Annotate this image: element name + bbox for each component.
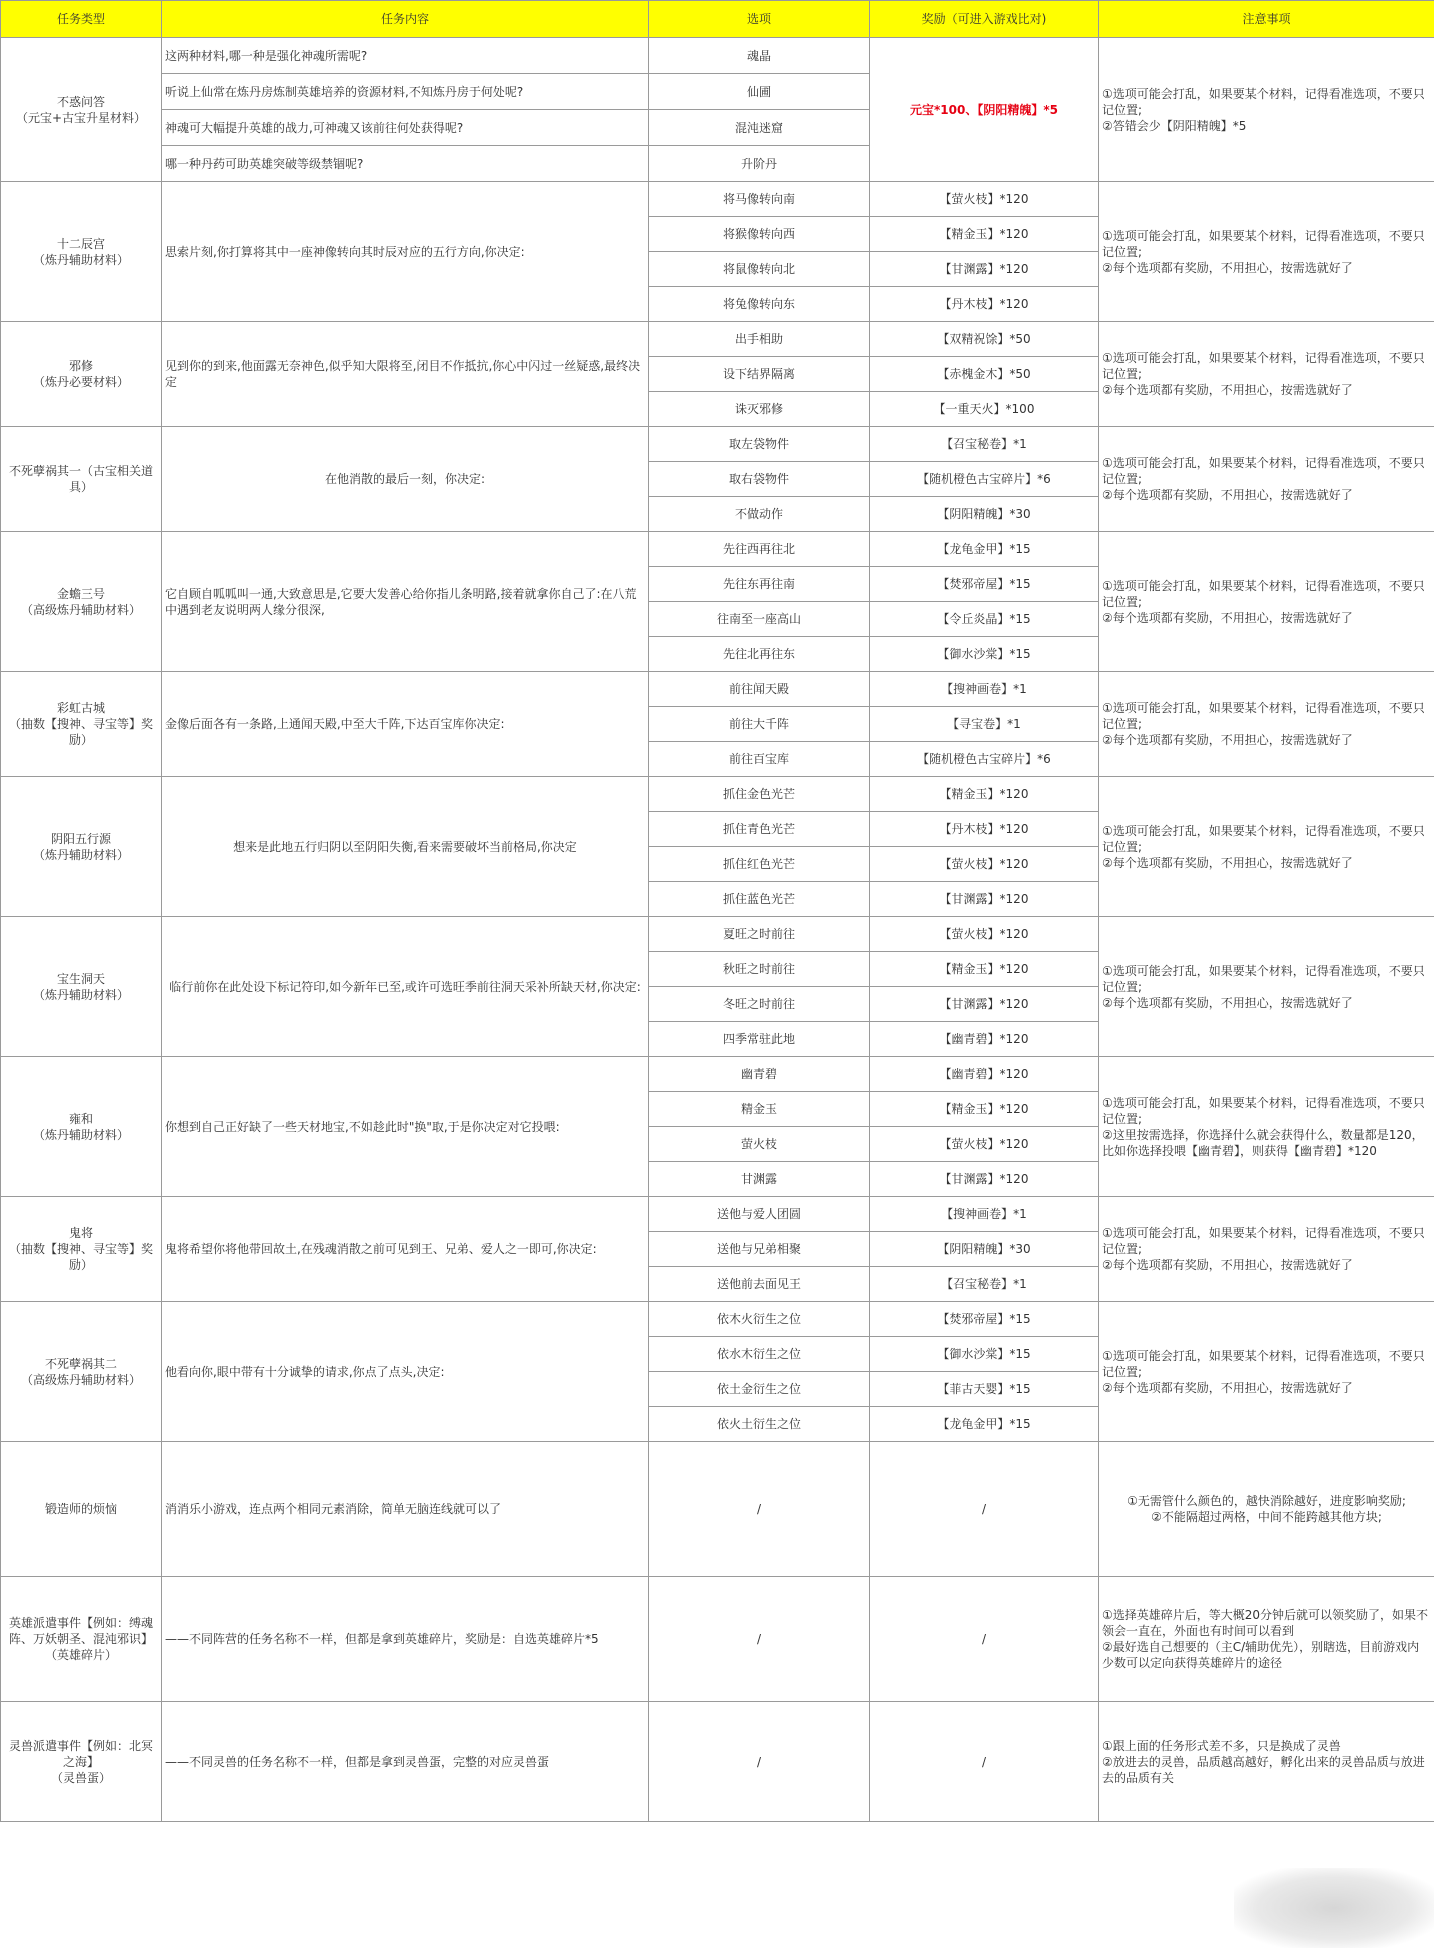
task-content-cell: 鬼将希望你将他带回故土,在残魂消散之前可见到王、兄弟、爱人之一即可,你决定:: [162, 1197, 649, 1302]
text-line: （高级炼丹辅助材料）: [20, 602, 141, 617]
text-line: 阴阳五行源: [50, 831, 111, 846]
option-cell: 抓住青色光芒: [649, 812, 870, 847]
reward-cell: 【召宝秘卷】*1: [870, 1267, 1099, 1302]
option-cell: 秋旺之时前往: [649, 952, 870, 987]
task-rows: [1, 38, 1434, 1822]
text-line: （炼丹辅助材料）: [32, 987, 129, 1002]
option-cell: 依火土衍生之位: [649, 1407, 870, 1442]
text-line: （炼丹必要材料）: [32, 375, 129, 389]
option-cell: 四季常驻此地: [649, 1022, 870, 1057]
text-line: 鬼将: [68, 1226, 93, 1240]
reward-cell: 【菲古天婴】*15: [870, 1372, 1099, 1407]
text-line: ②每个选项都有奖励，不用担心，按需选就好了: [1102, 1258, 1353, 1272]
text-line: ①选项可能会打乱，如果要某个材料，记得看准选项，不要只记位置;: [1102, 86, 1425, 117]
reward-cell: 【丹木枝】*120: [870, 287, 1099, 322]
option-cell: 将马像转向南: [649, 182, 870, 217]
option-cell: /: [649, 1442, 870, 1577]
table-row: [1, 777, 1434, 812]
task-content-cell: 哪一种丹药可助英雄突破等级禁锢呢?: [162, 146, 649, 182]
text-line: ①选项可能会打乱，如果要某个材料，记得看准选项，不要只记位置;: [1102, 578, 1425, 609]
task-content-cell: 这两种材料,哪一种是强化神魂所需呢?: [162, 38, 649, 74]
notes-cell: [1099, 1197, 1434, 1302]
reward-cell: 【焚邪帝屋】*15: [870, 1302, 1099, 1337]
table-row: [1, 1302, 1434, 1337]
text-line: 灵兽派遣事件【例如：北冥之海】: [8, 1738, 153, 1769]
text-line: 不惑问答: [56, 94, 105, 109]
reward-cell: 【焚邪帝屋】*15: [870, 567, 1099, 602]
text-line: ②每个选项都有奖励，不用担心，按需选就好了: [1102, 260, 1353, 275]
reward-cell: /: [870, 1577, 1099, 1702]
reward-cell: 【幽青碧】*120: [870, 1022, 1099, 1057]
table-row: [1, 532, 1434, 567]
reward-cell: /: [870, 1702, 1099, 1822]
task-content-cell: 消消乐小游戏，连点两个相同元素消除，简单无脑连线就可以了: [162, 1442, 649, 1577]
option-cell: 前往闻天殿: [649, 672, 870, 707]
notes-cell: [1099, 1702, 1434, 1822]
option-cell: 仙圃: [649, 74, 870, 110]
notes-cell: [1099, 1442, 1434, 1577]
watermark-blur: [1234, 1868, 1434, 1948]
table-row: [1, 38, 1434, 74]
task-type-cell: [1, 1057, 162, 1197]
option-cell: 将兔像转向东: [649, 287, 870, 322]
reward-cell: 【御水沙棠】*15: [870, 637, 1099, 672]
reward-cell: 【甘渊露】*120: [870, 252, 1099, 287]
option-cell: 依水木衍生之位: [649, 1337, 870, 1372]
text-line: （英雄碎片）: [44, 1648, 117, 1662]
option-cell: 先往东再往南: [649, 567, 870, 602]
text-line: （炼丹辅助材料）: [32, 252, 129, 267]
option-cell: 取右袋物件: [649, 462, 870, 497]
notes-cell: [1099, 322, 1434, 427]
reward-cell: 【随机橙色古宝碎片】*6: [870, 462, 1099, 497]
text-line: ①跟上面的任务形式差不多，只是换成了灵兽: [1102, 1738, 1341, 1753]
reward-cell: 【萤火枝】*120: [870, 917, 1099, 952]
task-content-cell: 想来是此地五行归阴以至阴阳失衡,看来需要破坏当前格局,你决定: [162, 777, 649, 917]
reward-cell: 【萤火枝】*120: [870, 182, 1099, 217]
task-content-cell: 思索片刻,你打算将其中一座神像转向其时辰对应的五行方向,你决定:: [162, 182, 649, 322]
reward-cell: 【御水沙棠】*15: [870, 1337, 1099, 1372]
notes-cell: [1099, 532, 1434, 672]
reward-cell: 【令丘炎晶】*15: [870, 602, 1099, 637]
task-type-cell: [1, 1702, 162, 1822]
text-line: ①选项可能会打乱，如果要某个材料，记得看准选项，不要只记位置;: [1102, 701, 1425, 731]
option-cell: 出手相助: [649, 322, 870, 357]
notes-cell: [1099, 1577, 1434, 1702]
option-cell: 依木火衍生之位: [649, 1302, 870, 1337]
reward-cell: 【赤槐金木】*50: [870, 357, 1099, 392]
task-type-cell: [1, 1577, 162, 1702]
task-type-cell: [1, 672, 162, 777]
option-cell: 将猴像转向西: [649, 217, 870, 252]
option-cell: 送他前去面见王: [649, 1267, 870, 1302]
option-cell: 先往西再往北: [649, 532, 870, 567]
task-type-cell: [1, 917, 162, 1057]
reward-cell: /: [870, 1442, 1099, 1577]
header-notes: 注意事项: [1099, 1, 1434, 38]
text-line: ①选项可能会打乱，如果要某个材料，记得看准选项，不要只记位置;: [1102, 351, 1425, 381]
table-row: [1, 1577, 1434, 1702]
task-content-cell: 听说上仙常在炼丹房炼制英雄培养的资源材料,不知炼丹房于何处呢?: [162, 74, 649, 110]
notes-cell: [1099, 427, 1434, 532]
table-row: [1, 182, 1434, 217]
notes-cell: [1099, 777, 1434, 917]
table-row: [1, 1442, 1434, 1577]
task-content-cell: 它自顾自呱呱叫一通,大致意思是,它要大发善心给你指儿条明路,接着就拿你自己了:在八荒中遇到老友说明两人缘分很深,: [162, 532, 649, 672]
option-cell: 混沌迷窟: [649, 110, 870, 146]
notes-cell: [1099, 182, 1434, 322]
task-content-cell: 临行前你在此处设下标记符印,如今新年已至,或许可选旺季前往洞天采补所缺天材,你决定:: [162, 917, 649, 1057]
text-line: 宝生洞天: [56, 971, 105, 986]
reward-cell: 【精金玉】*120: [870, 1092, 1099, 1127]
task-type-cell: [1, 1302, 162, 1442]
option-cell: 抓住红色光芒: [649, 847, 870, 882]
header-options: 选项: [649, 1, 870, 38]
reward-cell: 【随机橙色古宝碎片】*6: [870, 742, 1099, 777]
reward-cell: 【精金玉】*120: [870, 217, 1099, 252]
reward-cell: 【甘渊露】*120: [870, 1162, 1099, 1197]
option-cell: /: [649, 1702, 870, 1822]
text-line: （元宝+古宝升星材料）: [15, 110, 147, 125]
option-cell: 送他与爱人团圆: [649, 1197, 870, 1232]
option-cell: 抓住蓝色光芒: [649, 882, 870, 917]
option-cell: 甘渊露: [649, 1162, 870, 1197]
task-type-cell: [1, 182, 162, 322]
text-line: ①选项可能会打乱，如果要某个材料，记得看准选项，不要只记位置;: [1102, 1226, 1425, 1256]
text-line: 不死孽祸其二: [44, 1356, 117, 1371]
text-line: 彩虹古城: [56, 701, 105, 715]
text-line: ①选项可能会打乱，如果要某个材料，记得看准选项，不要只记位置;: [1102, 963, 1425, 994]
text-line: 不死孽祸其一（古宝相关道具）: [8, 464, 153, 494]
notes-cell: [1099, 672, 1434, 777]
text-line: 锻造师的烦恼: [44, 1502, 117, 1516]
reward-cell: 【搜神画卷】*1: [870, 672, 1099, 707]
option-cell: 先往北再往东: [649, 637, 870, 672]
option-cell: 魂晶: [649, 38, 870, 74]
text-line: ②最好选自己想要的（主C/辅助优先），别瞎选，目前游戏内少数可以定向获得英雄碎片的途径: [1102, 1640, 1420, 1670]
reward-cell: 【萤火枝】*120: [870, 847, 1099, 882]
header-task-content: 任务内容: [162, 1, 649, 38]
text-line: ①选项可能会打乱，如果要某个材料，记得看准选项，不要只记位置;: [1102, 228, 1425, 259]
text-line: ②这里按需选择，你选择什么就会获得什么，数量都是120，比如你选择投喂【幽青碧】，则获得【幽青碧】*120: [1102, 1127, 1424, 1158]
task-type-cell: [1, 532, 162, 672]
text-line: ①选项可能会打乱，如果要某个材料，记得看准选项，不要只记位置;: [1102, 456, 1425, 486]
text-line: 金蟾三号: [56, 586, 105, 601]
text-line: 十二辰宫: [56, 236, 105, 251]
option-cell: 精金玉: [649, 1092, 870, 1127]
reward-cell: 【精金玉】*120: [870, 952, 1099, 987]
text-line: （炼丹辅助材料）: [32, 1127, 129, 1142]
task-type-cell: [1, 777, 162, 917]
header-reward: 奖励（可进入游戏比对): [870, 1, 1099, 38]
task-content-cell: 金像后面各有一条路,上通闻天殿,中至大千阵,下达百宝库你决定:: [162, 672, 649, 777]
text-line: ①无需管什么颜色的，越快消除越好，进度影响奖励;: [1127, 1494, 1406, 1508]
text-line: （炼丹辅助材料）: [32, 847, 129, 862]
option-cell: 取左袋物件: [649, 427, 870, 462]
reward-cell: 【阴阳精魄】*30: [870, 497, 1099, 532]
reward-cell: 【精金玉】*120: [870, 777, 1099, 812]
option-cell: 设下结界隔离: [649, 357, 870, 392]
task-type-cell: [1, 322, 162, 427]
reward-cell: 【丹木枝】*120: [870, 812, 1099, 847]
option-cell: 前往百宝库: [649, 742, 870, 777]
notes-cell: [1099, 1057, 1434, 1197]
text-line: ②每个选项都有奖励，不用担心，按需选就好了: [1102, 1380, 1353, 1395]
option-cell: 冬旺之时前往: [649, 987, 870, 1022]
option-cell: 幽青碧: [649, 1057, 870, 1092]
header-row: [1, 1, 1434, 38]
notes-cell: [1099, 917, 1434, 1057]
reward-cell: 【双精祝馀】*50: [870, 322, 1099, 357]
text-line: （高级炼丹辅助材料）: [20, 1372, 141, 1387]
reward-cell: 【搜神画卷】*1: [870, 1197, 1099, 1232]
option-cell: 往南至一座高山: [649, 602, 870, 637]
reward-cell: 【龙龟金甲】*15: [870, 532, 1099, 567]
text-line: 邪修: [68, 359, 93, 373]
reward-cell: 【一重天火】*100: [870, 392, 1099, 427]
table-row: [1, 917, 1434, 952]
reward-cell: 【阴阳精魄】*30: [870, 1232, 1099, 1267]
text-line: ②不能隔超过两格，中间不能跨越其他方块;: [1151, 1510, 1382, 1524]
task-content-cell: 见到你的到来,他面露无奈神色,似乎知大限将至,闭目不作抵抗,你心中闪过一丝疑惑,最终决定: [162, 322, 649, 427]
text-line: ①选项可能会打乱，如果要某个材料，记得看准选项，不要只记位置;: [1102, 823, 1425, 854]
option-cell: 升阶丹: [649, 146, 870, 182]
reward-cell: 【萤火枝】*120: [870, 1127, 1099, 1162]
text-line: ②每个选项都有奖励，不用担心，按需选就好了: [1102, 610, 1353, 625]
task-type-cell: [1, 38, 162, 182]
table-row: [1, 1197, 1434, 1232]
text-line: ②每个选项都有奖励，不用担心，按需选就好了: [1102, 733, 1353, 747]
table-row: [1, 672, 1434, 707]
task-content-cell: ——不同灵兽的任务名称不一样，但都是拿到灵兽蛋，完整的对应灵兽蛋: [162, 1702, 649, 1822]
text-line: 雍和: [68, 1111, 93, 1126]
text-line: ②每个选项都有奖励，不用担心，按需选就好了: [1102, 995, 1353, 1010]
reward-cell: 【召宝秘卷】*1: [870, 427, 1099, 462]
text-line: ①选择英雄碎片后，等大概20分钟后就可以领奖励了，如果不领会一直在，外面也有时间可以看到: [1102, 1608, 1429, 1638]
reward-cell: 【甘渊露】*120: [870, 882, 1099, 917]
table-row: [1, 427, 1434, 462]
task-type-cell: [1, 1442, 162, 1577]
reward-cell: 元宝*100、【阴阳精魄】*5: [870, 38, 1099, 182]
text-line: （灵兽蛋）: [50, 1770, 111, 1785]
option-cell: 前往大千阵: [649, 707, 870, 742]
notes-cell: [1099, 38, 1434, 182]
text-line: ②每个选项都有奖励，不用担心，按需选就好了: [1102, 383, 1353, 397]
text-line: ②每个选项都有奖励，不用担心，按需选就好了: [1102, 855, 1353, 870]
task-type-cell: [1, 1197, 162, 1302]
text-line: ②放进去的灵兽，品质越高越好，孵化出来的灵兽品质与放进去的品质有关: [1102, 1754, 1425, 1785]
notes-cell: [1099, 1302, 1434, 1442]
reward-cell: 【甘渊露】*120: [870, 987, 1099, 1022]
header-task-type: 任务类型: [1, 1, 162, 38]
reward-cell: 【龙龟金甲】*15: [870, 1407, 1099, 1442]
reward-cell: 【幽青碧】*120: [870, 1057, 1099, 1092]
text-line: ①选项可能会打乱，如果要某个材料，记得看准选项，不要只记位置;: [1102, 1348, 1425, 1379]
option-cell: 将鼠像转向北: [649, 252, 870, 287]
table-row: [1, 1702, 1434, 1822]
text-line: ②每个选项都有奖励，不用担心，按需选就好了: [1102, 488, 1353, 502]
option-cell: 夏旺之时前往: [649, 917, 870, 952]
task-content-cell: 在他消散的最后一刻，你决定:: [162, 427, 649, 532]
task-content-cell: 你想到自己正好缺了一些天材地宝,不如趁此时"换"取,于是你决定对它投喂:: [162, 1057, 649, 1197]
option-cell: 依土金衍生之位: [649, 1372, 870, 1407]
option-cell: 萤火枝: [649, 1127, 870, 1162]
text-line: ①选项可能会打乱，如果要某个材料，记得看准选项，不要只记位置;: [1102, 1095, 1425, 1126]
task-content-cell: ——不同阵营的任务名称不一样，但都是拿到英雄碎片，奖励是：自选英雄碎片*5: [162, 1577, 649, 1702]
task-content-cell: 他看向你,眼中带有十分诚挚的请求,你点了点头,决定:: [162, 1302, 649, 1442]
text-line: 英雄派遣事件【例如：缚魂阵、万妖朝圣、混沌邪识】: [8, 1616, 153, 1646]
table-row: [1, 1057, 1434, 1092]
option-cell: 诛灭邪修: [649, 392, 870, 427]
text-line: ②答错会少【阴阳精魄】*5: [1102, 118, 1247, 133]
option-cell: /: [649, 1577, 870, 1702]
reward-cell: 【寻宝卷】*1: [870, 707, 1099, 742]
text-line: （抽数【搜神、寻宝等】奖励）: [8, 717, 153, 747]
table-row: [1, 322, 1434, 357]
option-cell: 抓住金色光芒: [649, 777, 870, 812]
option-cell: 送他与兄弟相聚: [649, 1232, 870, 1267]
task-content-cell: 神魂可大幅提升英雄的战力,可神魂又该前往何处获得呢?: [162, 110, 649, 146]
task-type-cell: [1, 427, 162, 532]
text-line: （抽数【搜神、寻宝等】奖励）: [8, 1242, 153, 1272]
option-cell: 不做动作: [649, 497, 870, 532]
